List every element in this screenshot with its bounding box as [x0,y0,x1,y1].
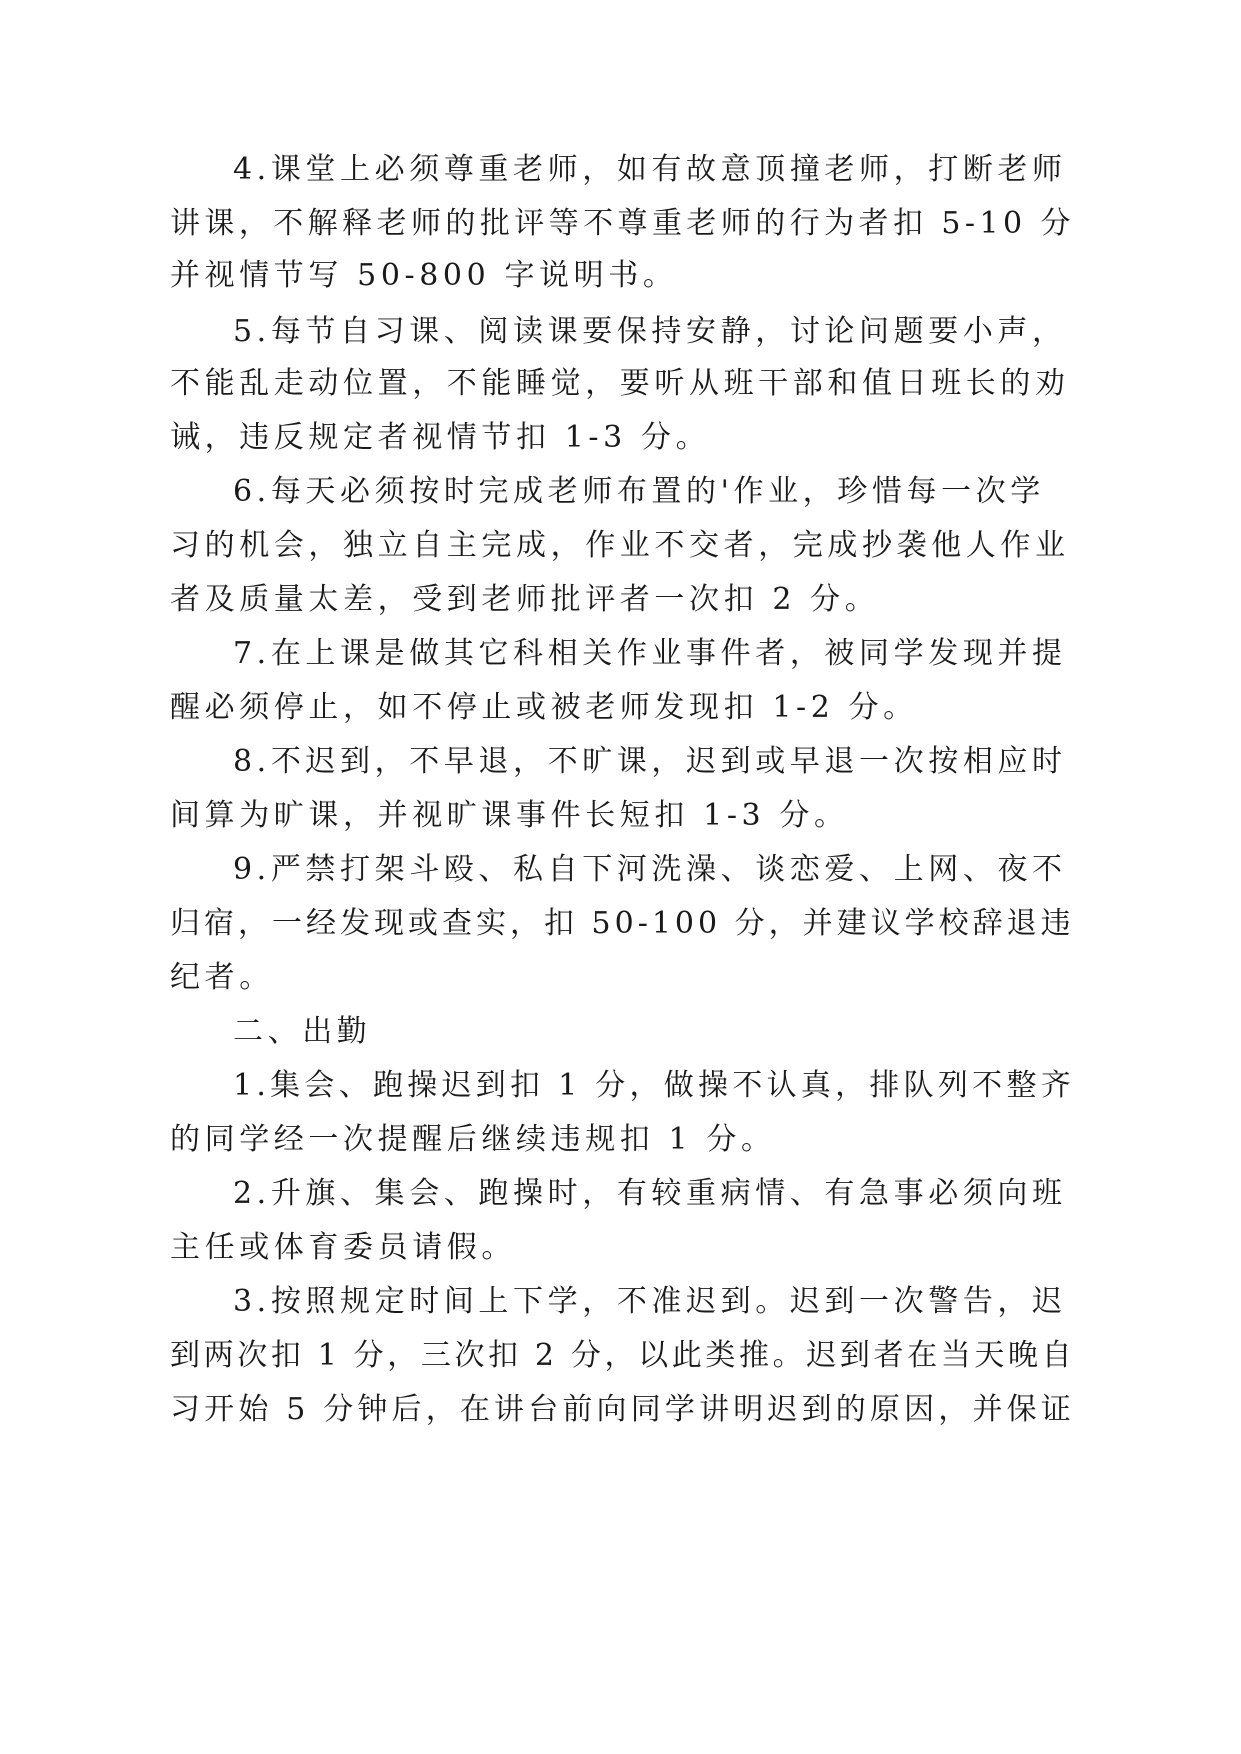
text-line: 7.在上课是做其它科相关作业事件者，被同学发现并提 [233,636,1067,671]
text-line: 归宿，一经发现或查实，扣 50-100 分，并建议学校辞退违 [170,906,1075,941]
text-line: 并视情节写 50-800 字说明书。 [170,258,678,293]
text-line: 者及质量太差，受到老师批评者一次扣 2 分。 [170,582,880,617]
text-line: 习的机会，独立自主完成，作业不交者，完成抄袭他人作业 [170,528,1070,563]
text-line: 9.严禁打架斗殴、私自下河洗澡、谈恋爱、上网、夜不 [233,852,1067,887]
text-line: 的同学经一次提醒后继续违规扣 1 分。 [170,1122,776,1157]
text-line: 醒必须停止，如不停止或被老师发现扣 1-2 分。 [170,690,918,725]
text-line: 5.每节自习课、阅读课要保持安静，讨论问题要小声， [233,314,1067,349]
text-line: 诫，违反规定者视情节扣 1-3 分。 [170,420,711,455]
text-line: 间算为旷课，并视旷课事件长短扣 1-3 分。 [170,798,849,833]
text-line: 8.不迟到，不早退，不旷课，迟到或早退一次按相应时 [233,744,1067,779]
text-line: 3.按照规定时间上下学，不准迟到。迟到一次警告，迟 [233,1284,1067,1319]
text-line: 讲课，不解释老师的批评等不尊重老师的行为者扣 5-10 分 [170,206,1075,241]
text-line: 1.集会、跑操迟到扣 1 分，做操不认真，排队列不整齐 [233,1068,1075,1103]
section-heading: 二、出勤 [233,1014,372,1049]
text-line: 纪者。 [170,960,274,995]
text-line: 习开始 5 分钟后，在讲台前向同学讲明迟到的原因，并保证 [170,1392,1075,1427]
text-line: 主任或体育委员请假。 [170,1230,516,1265]
text-line: 不能乱走动位置，不能睡觉，要听从班干部和值日班长的劝 [170,366,1070,401]
text-line: 6.每天必须按时完成老师布置的'作业，珍惜每一次学 [233,474,1045,509]
text-line: 4.课堂上必须尊重老师，如有故意顶撞老师，打断老师 [233,152,1067,187]
text-line: 2.升旗、集会、跑操时，有较重病情、有急事必须向班 [233,1176,1067,1211]
text-line: 到两次扣 1 分，三次扣 2 分，以此类推。迟到者在当天晚自 [170,1338,1076,1373]
